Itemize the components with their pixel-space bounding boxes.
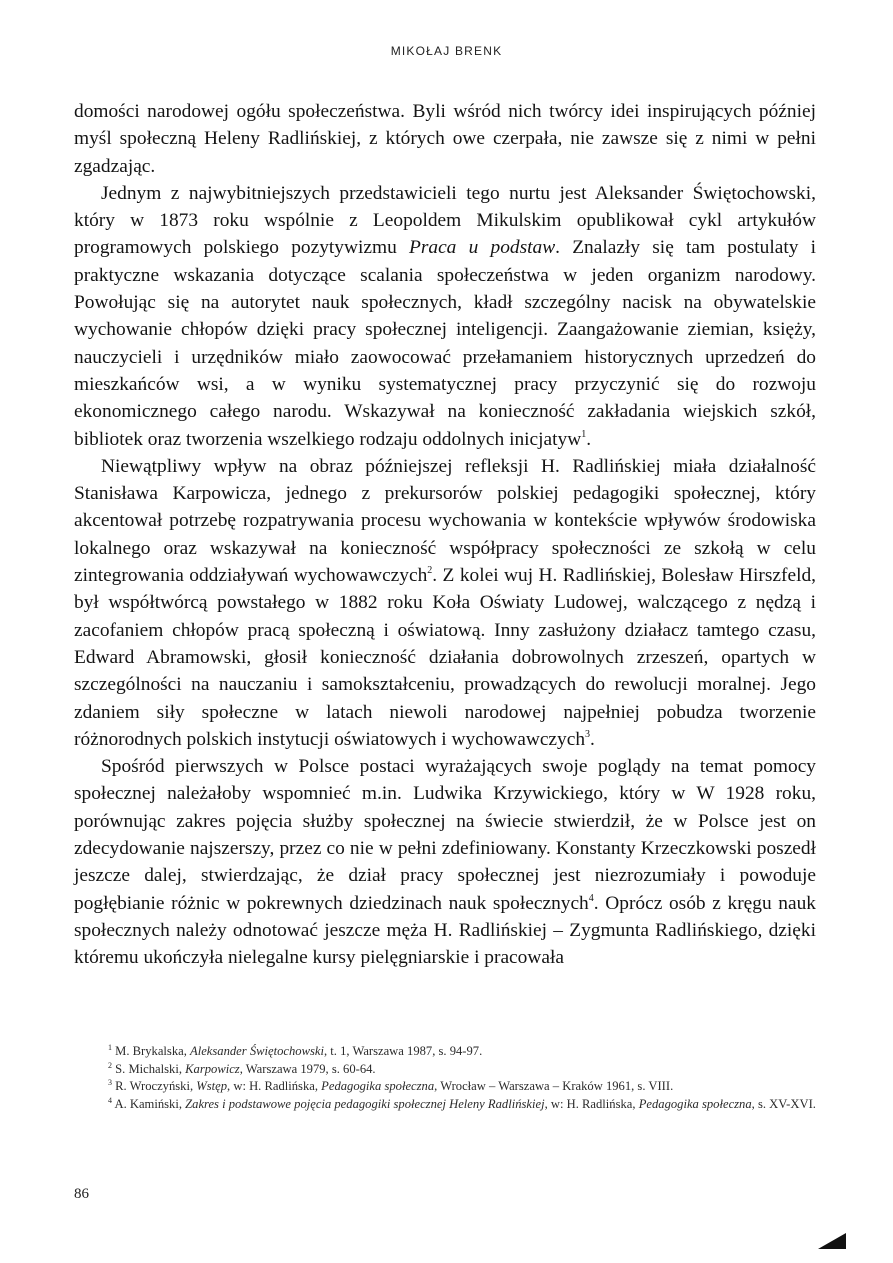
paragraph: Spośród pierwszych w Polsce postaci wyrażających swoje poglądy na temat pomocy społecznej należałoby wspomnieć m.in. Ludwika Krzywickiego, który w W 1928 roku, porównując zakres pojęcia służby społecznej na świecie stwierdził, że w Polsce jest on zdecydowanie najszerszy, przez co nie w pełni zdefiniowany. Konstanty Krzeczkowski poszedł jeszcze dalej, stwierdzając, że dział pracy społecznej jest niezrozumiały i powoduje pogłębianie różnic w pokrewnych dziedzinach nauk społecznych$^4$. Oprócz osób z kręgu nauk społecznych należy odnotować jeszcze męża H. Radlińskiej – Zygmunta Radlińskiego, dzięki któremu ukończyła nielegalne kursy pielęgniarskie i pracowała [74,756,816,969]
paragraph: domości narodowej ogółu społeczeństwa. Byli wśród nich twórcy idei inspirujących później myśl społeczną Heleny Radlińskiej, z których owe czerpała, nie zawsze się z nimi w pełni zgadzając. [74,101,816,177]
body-text [74,98,816,972]
cited-title: Praca u podstaw [408,237,556,259]
footnote-ref: 1 [581,428,587,440]
paragraph: Niewątpliwy wpływ na obraz późniejszej refleksji H. Radlińskiej miała działalność Stanisława Karpowicza, jednego z prekursorów polskiej pedagogiki społecznej, który akcentował potrzebę rozpatrywania procesu wychowania w kontekście wpływów środowiska lokalnego oraz wskazywał na konieczność współpracy społeczności ze szkołą w celu zintegrowania oddziaływań wychowawczych$^2$. Z kolei wuj H. Radlińskiej, Bolesław Hirszfeld, był współtwórcą powstałego w 1882 roku Koła Oświaty Ludowej, walczącego z nędzą i zacofaniem chłopów pracą społeczną i oświatową. Inny zasłużony działacz tamtego czasu, Edward Abramowski, głosił konieczność działania dobrowolnych zrzeszeń, opartych w szczególności na nauczaniu i samokształceniu, prowadzących do rewolucji moralnej. Jego zdaniem siły społeczne w latach niewoli narodowej najpełniej pobudza tworzenie różnorodnych polskich instytucji oświatowych i wychowawczych$^3$. [74,455,816,750]
paragraph: Jednym z najwybitniejszych przedstawicieli tego nurtu jest Aleksander Świętochowski, który w 1873 roku wspólnie z Leopoldem Mikulskim opublikował cykl artykułów programowych polskiego pozytywizmu Praca u podstaw. Znalazły się tam postulaty i praktyczne wskazania dotyczące scalania społeczeństwa w jeden organizm narodowy. Powołując się na autorytet nauk społecznych, kładł szczególny nacisk na obywatelskie wychowanie chłopów dzięki pracy społecznej inteligencji. Zaangażowanie ziemian, księży, nauczycieli i urzędników miało zaowocować przełamaniem historycznych uprzedzeń do mieszkańców wsi, a w wyniku systematycznej pracy przyczynić się do rozwoju ekonomicznego całego narodu. Wskazywał na konieczność zakładania wiejskich szkół, bibliotek oraz tworzenia wszelkiego rodzaju oddolnych inicjatyw$^1$. [74,182,816,450]
footnote-ref: 2 [427,565,433,577]
footnote-ref: 4 [588,892,594,904]
page-number: 86 [74,1186,89,1202]
footnote: $^3$ R. Wroczyński, Wstęp, w: H. Radlińska, Pedagogika społeczna, Wrocław – Warszawa – Kraków 1961, s. VIII. [108,1078,674,1093]
footnote: $^2$ S. Michalski, Karpowicz, Warszawa 1979, s. 60-64. [108,1060,376,1076]
running-header: MIKOŁAJ BRENK [390,44,503,58]
footnotes [74,1043,816,1113]
corner-scan-mark [818,1233,846,1249]
footnote: $^4$ A. Kamiński, Zakres i podstawowe pojęcia pedagogiki społecznej Heleny Radlińskiej, w: H. Radlińska, Pedagogika społeczna, s. XV-XVI. [108,1095,816,1111]
footnote-ref: 3 [585,728,591,740]
footnote: $^1$ M. Brykalska, Aleksander Świętochowski, t. 1, Warszawa 1987, s. 94-97. [108,1043,483,1058]
